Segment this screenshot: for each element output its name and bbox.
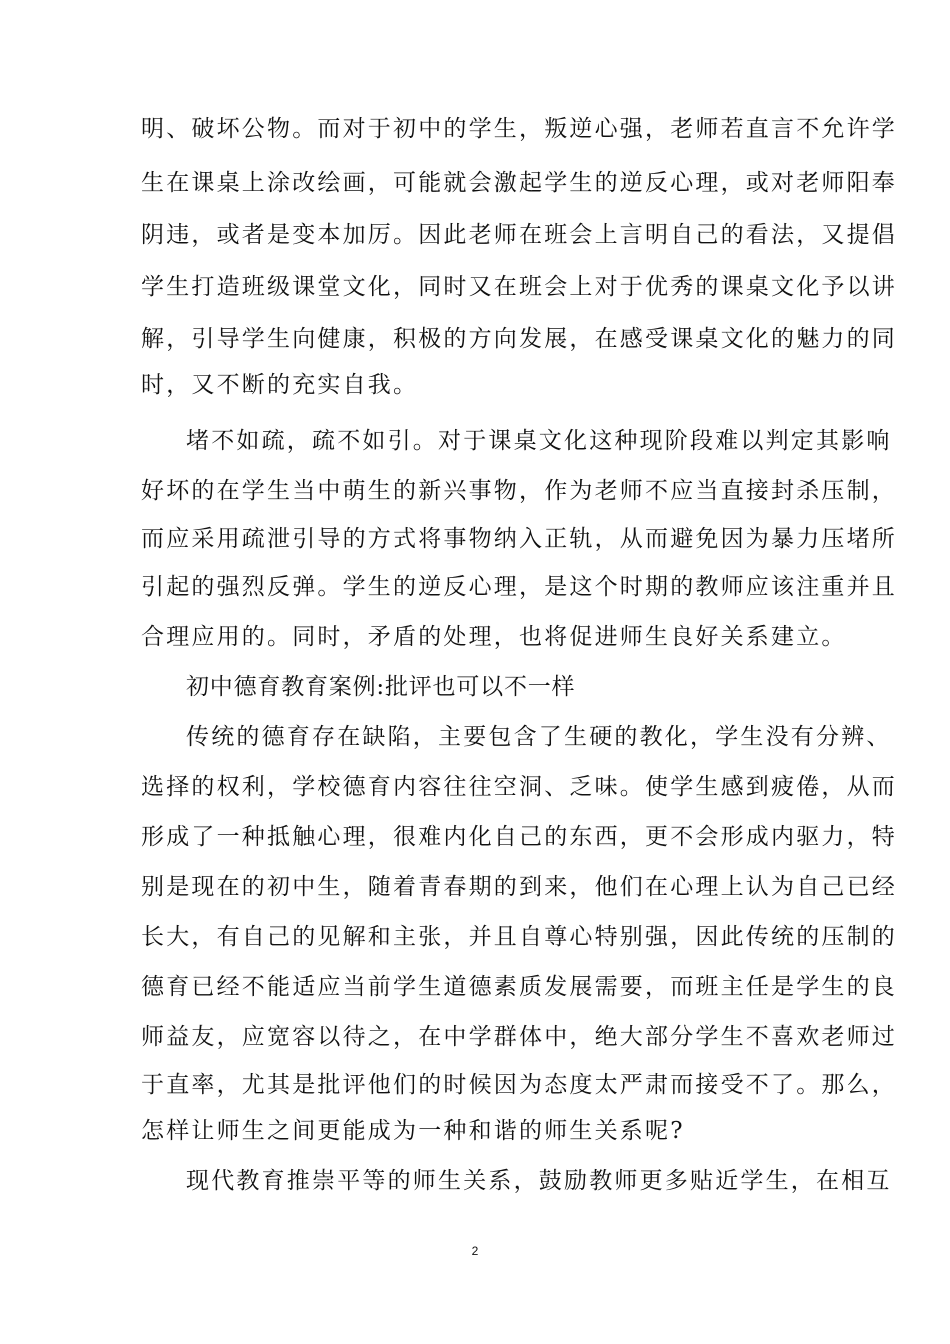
body-text-line: 形成了一种抵触心理，很难内化自己的东西，更不会形成内驱力，特 (141, 824, 897, 850)
section-heading: 初中德育教育案例:批评也可以不一样 (186, 674, 576, 700)
body-text-line: 解，引导学生向健康，积极的方向发展，在感受课桌文化的魅力的同 (141, 326, 897, 352)
body-text-line: 学生打造班级课堂文化，同时又在班会上对于优秀的课桌文化予以讲 (141, 274, 897, 300)
body-text-line: 长大，有自己的见解和主张，并且自尊心特别强，因此传统的压制的 (141, 924, 897, 950)
body-text-line: 阴违，或者是变本加厉。因此老师在班会上言明自己的看法，又提倡 (141, 222, 897, 248)
paragraph-start-line: 现代教育推崇平等的师生关系，鼓励教师更多贴近学生，在相互 (186, 1168, 892, 1194)
body-text-line: 于直率，尤其是批评他们的时候因为态度太严肃而接受不了。那么， (141, 1072, 897, 1098)
body-text-line: 师益友，应宽容以待之，在中学群体中，绝大部分学生不喜欢老师过 (141, 1024, 897, 1050)
body-text-line: 合理应用的。同时，矛盾的处理，也将促进师生良好关系建立。 (141, 624, 847, 650)
body-text-line: 时，又不断的充实自我。 (141, 372, 419, 398)
body-text-line: 选择的权利，学校德育内容往往空洞、乏味。使学生感到疲倦，从而 (141, 774, 897, 800)
paragraph-start-line: 传统的德育存在缺陷，主要包含了生硬的教化，学生没有分辨、 (186, 724, 892, 750)
body-text-line: 怎样让师生之间更能成为一种和谐的师生关系呢? (141, 1118, 685, 1144)
body-text-line: 好坏的在学生当中萌生的新兴事物，作为老师不应当直接封杀压制， (141, 478, 897, 504)
body-text-line: 生在课桌上涂改绘画，可能就会激起学生的逆反心理，或对老师阳奉 (141, 170, 897, 196)
page-number: 2 (471, 1244, 479, 1258)
body-text-line: 而应采用疏泄引导的方式将事物纳入正轨，从而避免因为暴力压堵所 (141, 526, 897, 552)
body-text-line: 引起的强烈反弹。学生的逆反心理，是这个时期的教师应该注重并且 (141, 574, 897, 600)
body-text-line: 明、破坏公物。而对于初中的学生，叛逆心强，老师若直言不允许学 (141, 116, 897, 142)
paragraph-start-line: 堵不如疏，疏不如引。对于课桌文化这种现阶段难以判定其影响 (186, 428, 892, 454)
body-text-line: 德育已经不能适应当前学生道德素质发展需要，而班主任是学生的良 (141, 974, 897, 1000)
body-text-line: 别是现在的初中生，随着青春期的到来，他们在心理上认为自己已经 (141, 874, 897, 900)
